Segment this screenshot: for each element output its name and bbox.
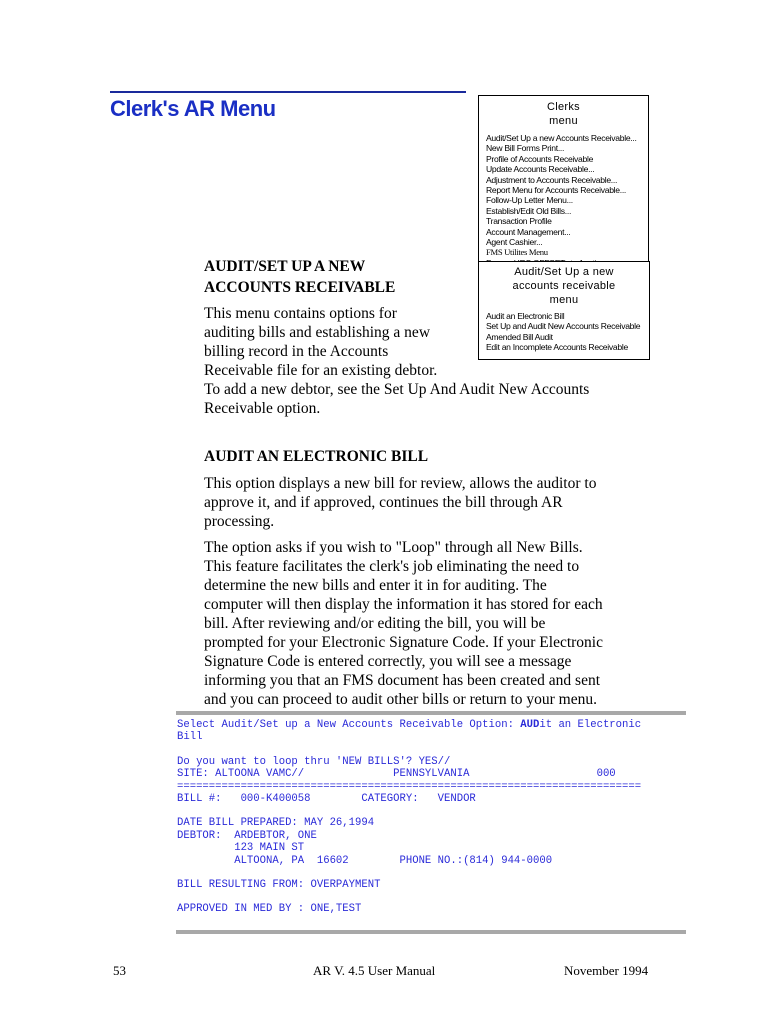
- menu-item[interactable]: Edit an Incomplete Accounts Receivable: [486, 342, 628, 353]
- screen-top-rule: [176, 711, 686, 715]
- screen-line: Bill: [177, 731, 203, 744]
- publication-date: November 1994: [564, 963, 649, 978]
- menu-item[interactable]: Set Up and Audit New Accounts Receivable: [486, 321, 641, 332]
- terminal-screen: [177, 719, 641, 916]
- body-line: informing you that an FMS document has been created and sent: [204, 672, 601, 689]
- body-line: This option displays a new bill for review, allows the auditor to: [204, 475, 597, 492]
- prompt-text: Select Audit/Set up a New Accounts Receivable Option:: [177, 719, 521, 731]
- clerks-menu-box: [478, 95, 649, 265]
- audit-menu-title: Audit/Set Up a new: [514, 266, 614, 278]
- audit-menu-title-line2: accounts receivable: [512, 280, 616, 292]
- page-title: Clerk's AR Menu: [110, 96, 276, 121]
- menu-item[interactable]: Adjustment to Accounts Receivable...: [486, 174, 618, 185]
- section-heading-audit-setup: [204, 256, 395, 298]
- audit-menu-subtitle: menu: [549, 294, 579, 306]
- menu-item[interactable]: New Bill Forms Print...: [486, 143, 565, 154]
- prompt-text: it an Electronic: [539, 719, 642, 731]
- body-line: Receivable file for an existing debtor.: [204, 362, 438, 379]
- section-body-audit-setup: [204, 304, 654, 418]
- clerks-menu-header: [479, 96, 648, 133]
- body-line: approve it, and if approved, continues the bill through AR: [204, 494, 563, 511]
- screen-line: 123 MAIN ST: [177, 842, 305, 855]
- menu-item[interactable]: Update Accounts Receivable...: [486, 164, 595, 175]
- screen-line: DEBTOR: ARDEBTOR, ONE: [177, 829, 317, 842]
- clerks-menu-subtitle: menu: [549, 115, 578, 127]
- heading-line: AUDIT/SET UP A NEW: [204, 258, 366, 275]
- title-rule: [110, 91, 466, 93]
- screen-line: [177, 719, 641, 731]
- page-number: 53: [113, 963, 126, 978]
- screen-line: APPROVED IN MED BY : ONE,TEST: [177, 903, 362, 916]
- section-paragraph-1: [204, 474, 674, 531]
- body-line: The option asks if you wish to "Loop" through all New Bills.: [204, 539, 583, 556]
- body-line: processing.: [204, 513, 275, 530]
- screen-bottom-rule: [176, 930, 686, 934]
- body-line: bill. After reviewing and/or editing the bill, you will be: [204, 615, 546, 632]
- body-line: billing record in the Accounts: [204, 343, 389, 360]
- menu-item[interactable]: Amended Bill Audit: [486, 331, 553, 342]
- spacer: [177, 805, 641, 817]
- screen-line: DATE BILL PREPARED: MAY 26,1994: [177, 817, 375, 830]
- menu-item[interactable]: Establish/Edit Old Bills...: [486, 205, 572, 216]
- spacer: [177, 891, 641, 903]
- body-line: auditing bills and establishing a new: [204, 324, 431, 341]
- menu-item[interactable]: Follow-Up Letter Menu...: [486, 195, 573, 206]
- menu-item[interactable]: Transaction Profile: [486, 216, 552, 227]
- screen-separator: =========================================================================: [177, 780, 642, 793]
- screen-line: BILL RESULTING FROM: OVERPAYMENT: [177, 879, 381, 892]
- screen-line: Do you want to loop thru 'NEW BILLS'? YES//: [177, 755, 451, 768]
- body-line: Receivable option.: [204, 400, 321, 417]
- menu-item[interactable]: FMS Utilites Menu: [486, 247, 548, 258]
- screen-line: BILL #: 000-K400058 CATEGORY: VENDOR: [177, 793, 476, 806]
- menu-item[interactable]: Profile of Accounts Receivable: [486, 153, 594, 164]
- body-line: prompted for your Electronic Signature Code. If your Electronic: [204, 634, 603, 651]
- clerks-menu-list: [479, 133, 648, 268]
- manual-title: AR V. 4.5 User Manual: [313, 963, 436, 978]
- menu-item[interactable]: Audit/Set Up a new Accounts Receivable...: [486, 133, 637, 143]
- spacer: [177, 744, 641, 756]
- user-input: AUD: [520, 719, 540, 731]
- body-line: and you can proceed to audit other bills or return to your menu.: [204, 691, 597, 708]
- body-line: This menu contains options for: [204, 305, 397, 322]
- menu-item[interactable]: Account Management...: [486, 226, 571, 237]
- clerks-menu-title: Clerks: [547, 101, 580, 113]
- screen-line: ALTOONA, PA 16602 PHONE NO.:(814) 944-0000: [177, 854, 553, 867]
- body-line: computer will then display the information it has stored for each: [204, 596, 603, 613]
- menu-item[interactable]: Report Menu for Accounts Receivable...: [486, 185, 627, 196]
- body-line: Signature Code is entered correctly, you will see a message: [204, 653, 572, 670]
- body-line: determine the new bills and enter it in for auditing. The: [204, 577, 547, 594]
- body-line: This feature facilitates the clerk's job eliminating the need to: [204, 558, 580, 575]
- section-paragraph-2: [204, 538, 674, 709]
- section-heading-electronic-bill: AUDIT AN ELECTRONIC BILL: [204, 448, 429, 465]
- spacer: [177, 867, 641, 879]
- body-line: To add a new debtor, see the Set Up And Audit New Accounts: [204, 381, 590, 398]
- menu-item[interactable]: Audit an Electronic Bill: [486, 311, 565, 321]
- menu-item[interactable]: Agent Cashier...: [486, 237, 543, 248]
- heading-line: ACCOUNTS RECEIVABLE: [204, 279, 396, 296]
- screen-line: SITE: ALTOONA VAMC// PENNSYLVANIA 000: [177, 768, 616, 781]
